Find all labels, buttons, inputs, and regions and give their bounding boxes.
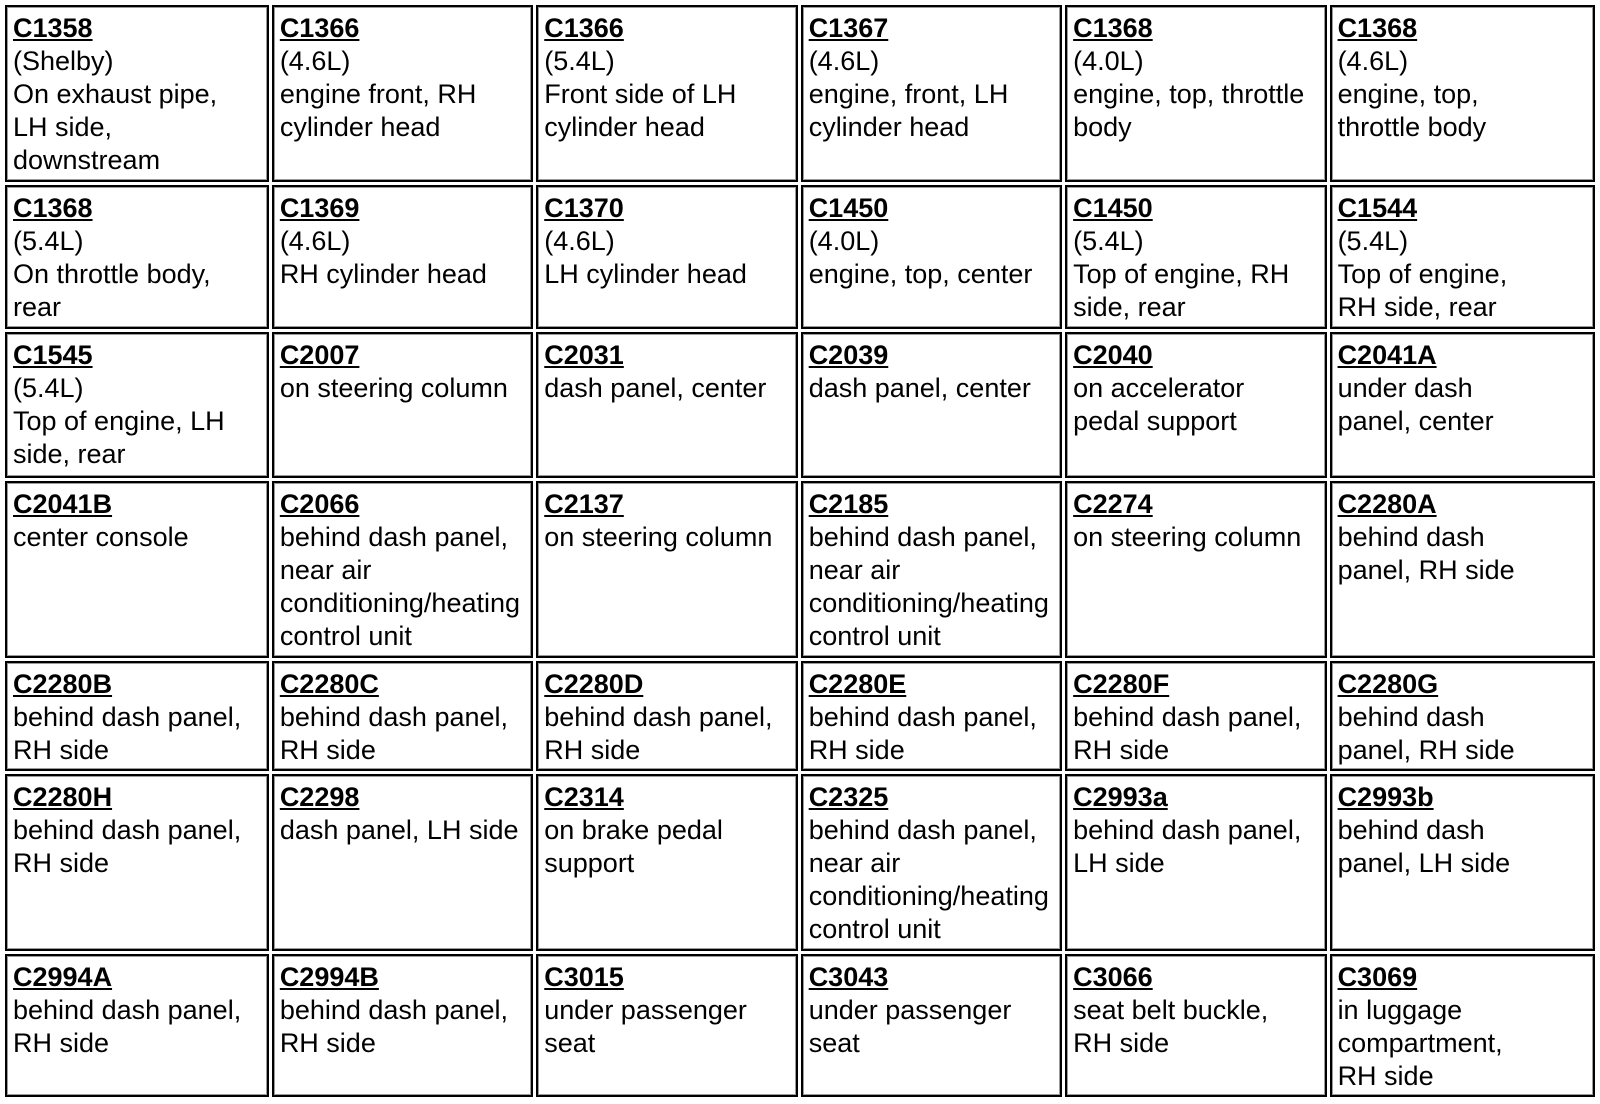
connector-code-link[interactable]: C1370	[544, 192, 624, 223]
connector-cell	[801, 5, 1062, 182]
connector-location-text: seat belt buckle,	[1073, 994, 1269, 1025]
connector-location-text: RH side	[13, 1027, 110, 1058]
connector-cell	[5, 332, 269, 477]
connector-location-text: RH side	[1073, 734, 1170, 765]
connector-code-link[interactable]: C1450	[1073, 192, 1153, 223]
connector-location-text: side, rear	[1073, 291, 1186, 322]
connector-location-text: cylinder head	[544, 112, 705, 142]
connector-code-link[interactable]: C2280B	[13, 668, 113, 699]
connector-location-text: on steering column	[544, 521, 773, 552]
connector-location-text: Front side of LH	[544, 79, 737, 109]
connector-cell	[272, 5, 533, 182]
connector-cell	[5, 954, 269, 1097]
table-row	[5, 185, 1595, 329]
connector-cell	[536, 661, 797, 771]
table-row	[5, 954, 1595, 1097]
connector-cell	[801, 661, 1062, 771]
connector-code-link[interactable]: C1544	[1337, 192, 1418, 223]
connector-code-link[interactable]: C2314	[544, 781, 624, 812]
connector-code-link[interactable]: C2031	[544, 340, 624, 371]
connector-code-link[interactable]: C2993a	[1073, 781, 1168, 812]
connector-cell	[1065, 954, 1326, 1097]
connector-cell	[801, 481, 1062, 658]
connector-location-text: conditioning/heating	[808, 880, 1049, 911]
connector-location-text: side, rear	[13, 439, 126, 470]
connector-location-text: control unit	[808, 620, 941, 651]
connector-location-text: RH side	[13, 734, 110, 765]
connector-location-text: LH cylinder head	[544, 258, 747, 289]
connector-cell	[272, 481, 533, 658]
connector-location-text: downstream	[13, 145, 161, 175]
connector-location-text: on brake pedal	[544, 814, 723, 845]
connector-location-text: LH side,	[13, 112, 113, 142]
connector-location-text: dash panel, LH side	[279, 814, 519, 845]
connector-code-link[interactable]: C1368	[13, 192, 93, 223]
connector-location-text: engine, top,	[1337, 79, 1479, 109]
connector-location-text: seat	[808, 1027, 860, 1058]
connector-location-text: control unit	[279, 620, 412, 651]
connector-location-text: (5.4L)	[13, 225, 84, 256]
connector-cell	[5, 774, 269, 951]
connector-location-text: (5.4L)	[13, 373, 84, 404]
connector-code-link[interactable]: C2280E	[808, 668, 907, 699]
connector-cell	[536, 954, 797, 1097]
connector-code-link[interactable]: C2039	[808, 340, 889, 371]
connector-location-text: under passenger	[544, 994, 747, 1025]
connector-location-text: behind dash	[1337, 701, 1485, 732]
connector-code-link[interactable]: C2137	[544, 488, 624, 519]
connector-cell	[1065, 661, 1326, 771]
connector-location-text: behind dash panel,	[1073, 701, 1302, 732]
connector-location-text: near air	[279, 554, 372, 585]
connector-location-text: pedal support	[1073, 406, 1237, 437]
connector-cell	[272, 332, 533, 477]
connector-location-text: (4.6L)	[1337, 46, 1409, 76]
connector-location-text: body	[1073, 112, 1132, 142]
connector-code-link[interactable]: C1366	[544, 13, 624, 43]
connector-cell	[1065, 774, 1326, 951]
connector-location-text: (4.0L)	[1073, 46, 1144, 76]
connector-cell	[272, 774, 533, 951]
connector-location-text: near air	[808, 554, 901, 585]
connector-cell	[801, 332, 1062, 477]
connector-location-text: dash panel, center	[544, 373, 767, 404]
connector-location-text: RH side	[279, 734, 376, 765]
connector-location-text: On throttle body,	[13, 258, 211, 289]
connector-location-text: throttle body	[1337, 112, 1487, 142]
connector-location-text: dash panel, center	[808, 373, 1031, 404]
connector-code-link[interactable]: C2993b	[1337, 781, 1434, 812]
connector-code-link[interactable]: C1366	[279, 13, 360, 43]
connector-location-text: compartment,	[1337, 1027, 1503, 1058]
connector-location-text: behind dash panel,	[808, 814, 1037, 845]
connector-location-text: engine front, RH	[279, 79, 477, 109]
connector-cell	[272, 954, 533, 1097]
connector-code-link[interactable]: C2185	[808, 488, 889, 519]
connector-location-text: behind dash panel,	[808, 521, 1037, 552]
connector-code-link[interactable]: C3043	[808, 961, 889, 992]
connector-cell	[1330, 332, 1595, 477]
table-row	[5, 481, 1595, 658]
connector-location-text: panel, RH side	[1337, 734, 1515, 765]
connector-cell	[5, 661, 269, 771]
connector-location-text: engine, top, throttle	[1073, 79, 1305, 109]
connector-cell	[5, 5, 269, 182]
connector-code-link[interactable]: C2066	[279, 488, 360, 519]
connector-cell	[1330, 481, 1595, 658]
connector-code-link[interactable]: C1368	[1337, 13, 1418, 43]
connector-code-link[interactable]: C2280D	[544, 668, 644, 699]
connector-code-link[interactable]: C2007	[279, 340, 360, 371]
connector-cell	[1065, 332, 1326, 477]
connector-location-text: rear	[13, 291, 62, 322]
table-row	[5, 332, 1595, 477]
connector-location-text: engine, top, center	[808, 258, 1033, 289]
connector-location-text: behind dash panel,	[808, 701, 1037, 732]
connector-location-text: RH side	[808, 734, 905, 765]
connector-location-text: behind dash panel,	[1073, 814, 1302, 845]
connector-code-link[interactable]: C2274	[1073, 488, 1153, 519]
connector-code-link[interactable]: C2325	[808, 781, 889, 812]
connector-location-text: panel, LH side	[1337, 847, 1511, 878]
connector-code-link[interactable]: C2280G	[1337, 668, 1439, 699]
connector-cell	[1330, 185, 1595, 329]
connector-location-text: support	[544, 847, 635, 878]
connector-location-text: under dash	[1337, 373, 1473, 404]
connector-location-text: behind dash	[1337, 814, 1485, 845]
connector-location-text: on steering column	[1073, 521, 1302, 552]
connector-cell	[5, 481, 269, 658]
connector-code-link[interactable]: C3069	[1337, 961, 1418, 992]
connector-location-text: behind dash panel,	[544, 701, 773, 732]
connector-cell	[1330, 5, 1595, 182]
connector-code-link[interactable]: C1358	[13, 13, 93, 43]
connector-code-link[interactable]: C2280H	[13, 781, 113, 812]
connector-location-text: near air	[808, 847, 901, 878]
connector-code-link[interactable]: C3015	[544, 961, 624, 992]
connector-cell	[272, 661, 533, 771]
connector-cell	[1065, 185, 1326, 329]
connector-location-text: engine, front, LH	[808, 79, 1009, 109]
connector-location-text: behind dash panel,	[13, 814, 242, 845]
connector-location-text: seat	[544, 1027, 596, 1058]
connector-location-text: on steering column	[279, 373, 508, 404]
connector-location-text: conditioning/heating	[808, 587, 1049, 618]
connector-location-text: under passenger	[808, 994, 1012, 1025]
connector-location-text: panel, center	[1337, 406, 1494, 437]
connector-location-text: RH side, rear	[1337, 291, 1497, 322]
connector-location-text: (4.6L)	[544, 225, 615, 256]
connector-location-text: RH side	[13, 847, 110, 878]
connector-location-text: behind dash panel,	[279, 994, 509, 1025]
connector-code-link[interactable]: C1450	[808, 192, 889, 223]
connector-location-text: on accelerator	[1073, 373, 1245, 404]
connector-location-text: (4.6L)	[279, 225, 351, 256]
connector-location-text: center console	[13, 521, 189, 552]
table-row	[5, 774, 1595, 951]
connector-location-text: panel, RH side	[1337, 554, 1515, 585]
connector-location-text: behind dash	[1337, 521, 1485, 552]
connector-code-link[interactable]: C1367	[808, 13, 889, 43]
connector-cell	[1065, 481, 1326, 658]
connector-cell	[5, 185, 269, 329]
connector-cell	[1330, 774, 1595, 951]
connector-code-link[interactable]: C2994B	[279, 961, 379, 992]
connector-code-link[interactable]: C2280A	[1337, 488, 1437, 519]
table-row	[5, 661, 1595, 771]
connector-location-table	[2, 2, 1598, 1100]
connector-location-text: (4.6L)	[808, 46, 880, 76]
connector-location-text: (5.4L)	[544, 46, 615, 76]
connector-location-text: (5.4L)	[1337, 225, 1409, 256]
connector-code-link[interactable]: C2280F	[1073, 668, 1170, 699]
connector-location-text: LH side	[1073, 847, 1165, 878]
connector-location-text: RH side	[544, 734, 641, 765]
connector-location-text: behind dash panel,	[13, 994, 242, 1025]
connector-code-link[interactable]: C3066	[1073, 961, 1153, 992]
table-row	[5, 5, 1595, 182]
connector-location-text: cylinder head	[808, 112, 970, 142]
connector-cell	[1065, 5, 1326, 182]
connector-cell	[536, 332, 797, 477]
connector-location-text: Top of engine, LH	[13, 406, 225, 437]
connector-code-link[interactable]: C2041B	[13, 488, 113, 519]
connector-cell	[536, 774, 797, 951]
connector-location-text: RH cylinder head	[279, 258, 487, 289]
connector-cell	[801, 954, 1062, 1097]
connector-location-text: control unit	[808, 913, 941, 944]
connector-code-link[interactable]: C1545	[13, 340, 93, 371]
connector-location-text: Top of engine,	[1337, 258, 1508, 289]
connector-code-link[interactable]: C2298	[279, 781, 360, 812]
connector-location-text: conditioning/heating	[279, 587, 521, 618]
connector-location-text: (Shelby)	[13, 46, 114, 76]
connector-location-text: behind dash panel,	[279, 701, 509, 732]
connector-cell	[1330, 661, 1595, 771]
connector-location-text: (4.0L)	[808, 225, 880, 256]
connector-location-text: (5.4L)	[1073, 225, 1144, 256]
connector-cell	[801, 185, 1062, 329]
connector-location-text: behind dash panel,	[279, 521, 509, 552]
connector-cell	[801, 774, 1062, 951]
connector-code-link[interactable]: C1369	[279, 192, 360, 223]
connector-cell	[272, 185, 533, 329]
connector-cell	[536, 481, 797, 658]
connector-location-text: On exhaust pipe,	[13, 79, 218, 109]
connector-location-text: behind dash panel,	[13, 701, 242, 732]
connector-code-link[interactable]: C1368	[1073, 13, 1153, 43]
connector-cell	[536, 5, 797, 182]
connector-location-text: Top of engine, RH	[1073, 258, 1290, 289]
connector-location-text: RH side	[1073, 1027, 1170, 1058]
connector-location-text: (4.6L)	[279, 46, 351, 76]
connector-location-text: RH side	[279, 1027, 376, 1058]
connector-code-link[interactable]: C2041A	[1337, 340, 1437, 371]
connector-code-link[interactable]: C2994A	[13, 961, 113, 992]
connector-location-text: cylinder head	[279, 112, 441, 142]
connector-location-text: in luggage	[1337, 994, 1463, 1025]
connector-location-text: RH side	[1337, 1060, 1434, 1091]
connector-cell	[536, 185, 797, 329]
connector-cell	[1330, 954, 1595, 1097]
connector-code-link[interactable]: C2040	[1073, 340, 1153, 371]
connector-code-link[interactable]: C2280C	[279, 668, 379, 699]
